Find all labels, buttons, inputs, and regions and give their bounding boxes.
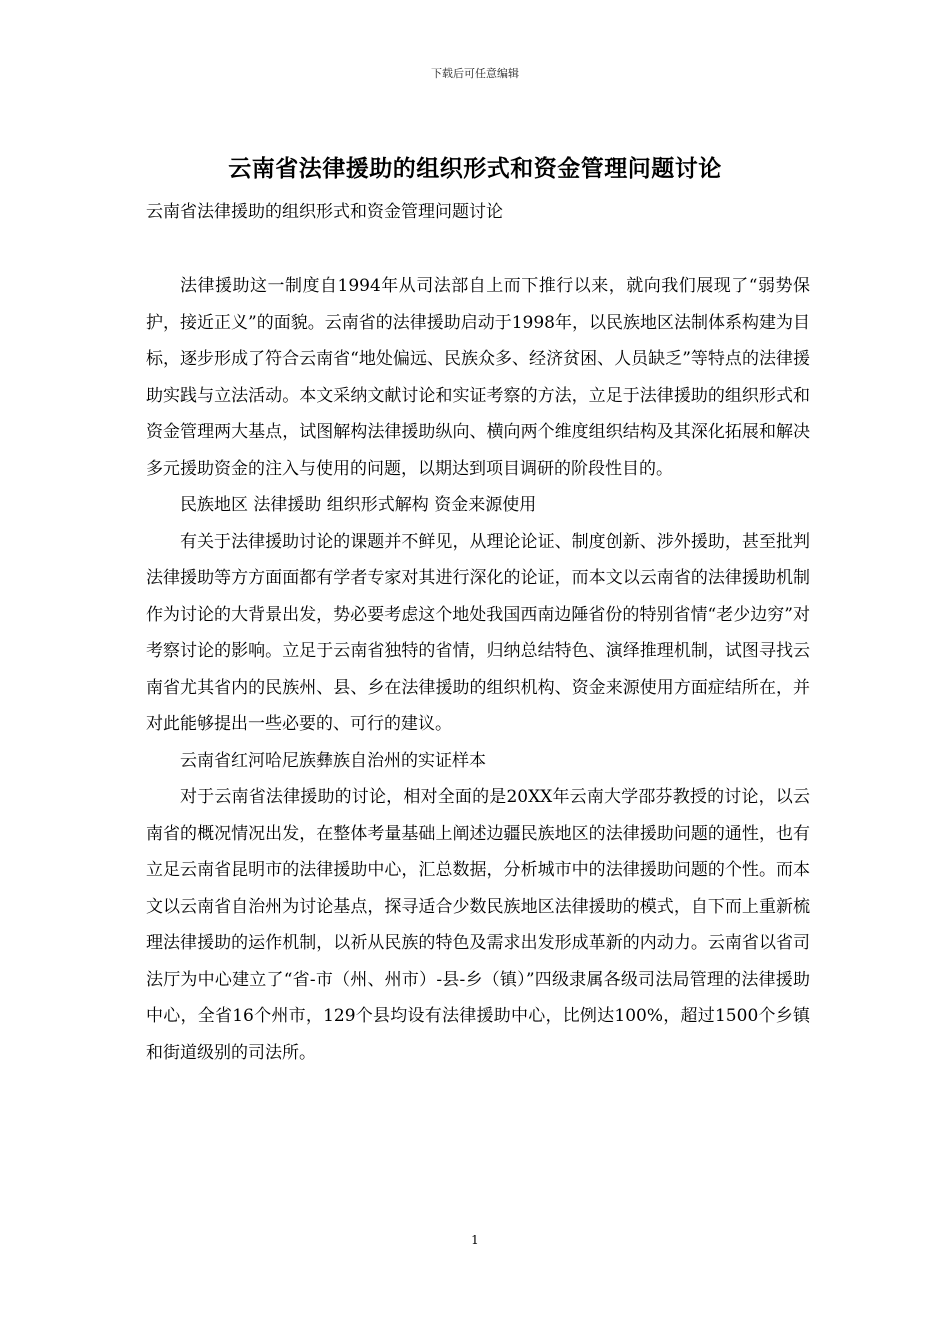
document-body: [146, 268, 810, 1071]
keywords-paragraph: 民族地区 法律援助 组织形式解构 资金来源使用: [180, 495, 537, 515]
abstract-paragraph: 法律援助这一制度自1994年从司法部自上而下推行以来，就向我们展现了“弱势保护，接近正义”的面貌。云南省的法律援助启动于1998年，以民族地区法制体系构建为目标，逐步形成了符合云南省“地处偏远、民族众多、经济贫困、人员缺乏”等特点的法律援助实践与立法活动。本文采纳文献讨论和实证考察的方法，立足于法律援助的组织形式和资金管理两大基点，试图解构法律援助纵向、横向两个维度组织结构及其深化拓展和解决多元援助资金的注入与使用的问题，以期达到项目调研的阶段性目的。: [146, 276, 810, 479]
section-heading: 云南省红河哈尼族彝族自治州的实证样本: [180, 750, 486, 771]
section-paragraph: 对于云南省法律援助的讨论，相对全面的是20XX年云南大学邵芬教授的讨论，以云南省的概况情况出发，在整体考量基础上阐述边疆民族地区的法律援助问题的通性，也有立足云南省昆明市的法律援助中心，汇总数据，分析城市中的法律援助问题的个性。而本文以云南省自治州为讨论基点，探寻适合少数民族地区法律援助的模式，自下而上重新梳理法律援助的运作机制，以祈从民族的特色及需求出发形成革新的内动力。云南省以省司法厅为中心建立了“省-市（州、州市）-县-乡（镇）”四级隶属各级司法局管理的法律援助中心，全省16个州市，129个县均设有法律援助中心，比例达100%，超过1500个乡镇和街道级别的司法所。: [146, 787, 810, 1063]
introduction-paragraph: 有关于法律援助讨论的课题并不鲜见，从理论论证、制度创新、涉外援助，甚至批判法律援助等方方面面都有学者专家对其进行深化的论证，而本文以云南省的法律援助机制作为讨论的大背景出发，势必要考虑这个地处我国西南边陲省份的特别省情“老少边穷”对考察讨论的影响。立足于云南省独特的省情，归纳总结特色、演绎推理机制，试图寻找云南省尤其省内的民族州、县、乡在法律援助的组织机构、资金来源使用方面症结所在，并对此能够提出一些必要的、可行的建议。: [146, 531, 810, 734]
document-title: 云南省法律援助的组织形式和资金管理问题讨论: [228, 155, 722, 182]
document-subtitle: 云南省法律援助的组织形式和资金管理问题讨论: [146, 202, 503, 222]
page-number: 1: [471, 1233, 479, 1247]
page-header: 下载后可任意编辑: [431, 67, 519, 80]
